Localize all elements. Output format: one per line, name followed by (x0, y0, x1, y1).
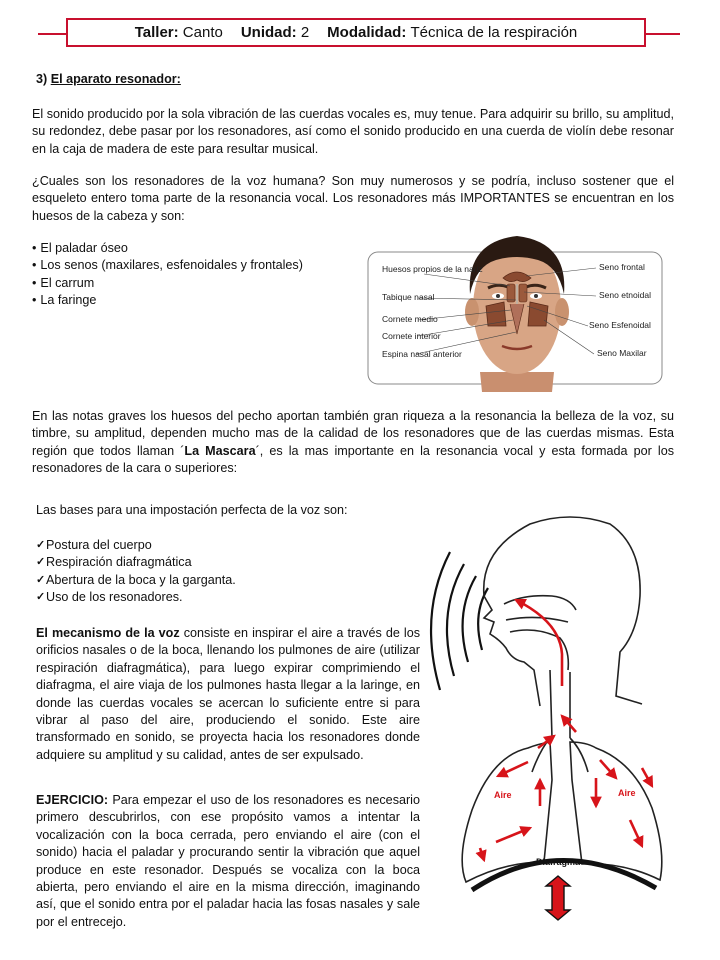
ethmoid-sinus-right (519, 284, 527, 302)
svg-text:Cornete medio (382, 314, 438, 324)
airflow-arrow (498, 762, 528, 776)
label-tabique-nasal: Tabique nasal (382, 292, 435, 302)
sound-waves (431, 552, 488, 690)
svg-text:Espina nasal anterior (382, 349, 462, 359)
ejercicio-term: EJERCICIO: (36, 793, 109, 807)
list-item: • La faringe (32, 292, 362, 309)
airflow-arrow (630, 820, 642, 846)
svg-text:Seno etnoidal (599, 290, 651, 300)
paragraph-mascara (32, 408, 674, 478)
nasal-cavity-outline (504, 596, 576, 610)
pupil-left (496, 294, 500, 298)
airflow-arrow (600, 760, 616, 778)
resonators-list (32, 240, 362, 310)
list-item: ✓ Postura del cuerpo (36, 537, 380, 554)
label-huesos-nariz: Huesos propios de la nariz (382, 264, 483, 274)
svg-text:Seno frontal (599, 262, 645, 272)
list-item: ✓ Uso de los resonadores. (36, 589, 380, 606)
airflow-arrow (516, 600, 562, 686)
label-seno-maxilar: Seno Maxilar (597, 348, 647, 358)
mecanismo-text: consiste en inspirar el aire a través de los orificios nasales o de la boca, llenando los pulmones de aire (utilizar respiración diafragmática), para luego expirar comprimiendo el diafragma, el aire viaja de los pulmones hasta llegar a la laringe, en donde las cuerdas vocales se acercan lo suficiente entre si para vibrar al paso del aire, produciendo el sonido. Este aire transformado en sonido, se proyecta hacia los resonadores donde adquiere su amplitud y su calidad, antes de ser expulsado. (36, 626, 420, 762)
list-item: ✓ Respiración diafragmática (36, 554, 380, 571)
maxillary-sinus-left (486, 302, 506, 326)
label-aire-left: Aire (494, 790, 512, 800)
mascara-term: La Mascara (184, 443, 256, 458)
paragraph-ejercicio (36, 792, 420, 931)
label-cornete-interior: Cornete interior (382, 331, 441, 341)
svg-text:Seno Esfenoidal (589, 320, 651, 330)
svg-text:Huesos propios de la nariz (382, 264, 483, 274)
trachea-outline (550, 670, 570, 738)
airflow-arrow (538, 736, 554, 748)
svg-text:Cornete interior (382, 331, 441, 341)
airflow-arrow (496, 828, 530, 842)
ejercicio-text: Para empezar el uso de los resonadores es necesario primero descubrirlos, con ese propósito vamos a intentar la vocalización con la boca cerrada, pero enviando el aire (con el sonido) hacia el paladar y procurando sentir la vibración que aquel produce en este resonador. Después se vocaliza con la boca abierta, pero enviando el aire en la misma dirección, imaginando así, que el sonido entra por el paladar hacia las fosas nasales y sale por el entrecejo. (36, 793, 420, 929)
label-seno-esfenoidal: Seno Esfenoidal (589, 320, 651, 330)
bases-checklist (36, 537, 380, 607)
list-item: • Los senos (maxilares, esfenoidales y frontales) (32, 257, 362, 274)
svg-text:Seno Maxilar (597, 348, 647, 358)
paragraph-intro: El sonido producido por la sola vibración de las cuerdas vocales es, muy tenue. Para adquirir su brillo, su amplitud, su redondez, debe pasar por los resonadores, así como el sonido producido en una cuerda de violín debe resonar en la caja de madera de este para resultar musical. (32, 107, 674, 156)
paragraph-resonators-question: ¿Cuales son los resonadores de la voz humana? Son muy numerosos y se podría, incluso sostener que el esqueleto entero toma parte de la resonancia vocal. Los resonadores más IMPORTANTES se encuentran en los huesos de la cabeza y son: (32, 174, 674, 223)
unidad-value: 2 (300, 24, 310, 41)
airflow-arrow (642, 768, 652, 786)
diaphragm-movement-arrow (546, 876, 570, 920)
svg-text:Diafragma (536, 857, 581, 867)
maxillary-sinus-right (528, 302, 548, 326)
ear-right (555, 298, 569, 326)
list-item: • El carrum (32, 275, 362, 292)
mascara-text-after: ´, es la mas importante en la resonancia vocal y esta formada por los resonadores de la cara o superiores: (32, 443, 675, 476)
label-aire-right: Aire (618, 788, 636, 798)
taller-value: Canto (182, 24, 223, 41)
list-item: ✓ Abertura de la boca y la garganta. (36, 572, 380, 589)
section-title-text: El aparato resonador: (50, 72, 181, 86)
tongue-outline (510, 630, 568, 670)
svg-text:Aire (618, 788, 636, 798)
header-rule-left (38, 33, 68, 35)
label-diafragma: Diafragma (536, 857, 581, 867)
face-profile (484, 596, 540, 706)
label-cornete-medio: Cornete medio (382, 314, 438, 324)
mascara-text-before: En las notas graves los huesos del pecho aportan también gran riqueza a la resonancia la belleza de la voz, su timbre, su amplitud, dependen mucho mas de la calidad de los resonadores que de las cuerdas mismas. Esta región que todos llaman ´ (32, 409, 674, 458)
airflow-arrow (562, 716, 576, 732)
modalidad-label: Modalidad: (327, 24, 407, 41)
ear-left (465, 298, 479, 326)
paragraph-mecanismo (36, 625, 420, 764)
svg-text:Tabique nasal (382, 292, 435, 302)
pupil-right (534, 294, 538, 298)
sound-wave (463, 576, 476, 662)
unidad-label: Unidad: (240, 24, 297, 41)
respiratory-diagram (420, 510, 710, 922)
list-item: • El paladar óseo (32, 240, 362, 257)
svg-text:Aire (494, 790, 512, 800)
header-rule-right (644, 33, 680, 35)
airflow-arrow (480, 848, 484, 860)
label-seno-etnoidal: Seno etnoidal (599, 290, 651, 300)
sound-wave (447, 564, 464, 676)
neck (480, 372, 554, 392)
label-espina-nasal: Espina nasal anterior (382, 349, 462, 359)
face-resonators-diagram (362, 222, 668, 392)
bases-intro: Las bases para una impostación perfecta de la voz son: (36, 503, 348, 517)
header-box (66, 18, 646, 47)
ethmoid-sinus-left (507, 284, 515, 302)
section-title (36, 72, 181, 86)
mecanismo-term: El mecanismo de la voz (36, 626, 180, 640)
section-number: 3) (36, 72, 48, 86)
palate-outline (506, 617, 568, 622)
modalidad-value: Técnica de la respiración (410, 24, 578, 41)
taller-label: Taller: (134, 24, 179, 41)
label-seno-frontal: Seno frontal (599, 262, 645, 272)
